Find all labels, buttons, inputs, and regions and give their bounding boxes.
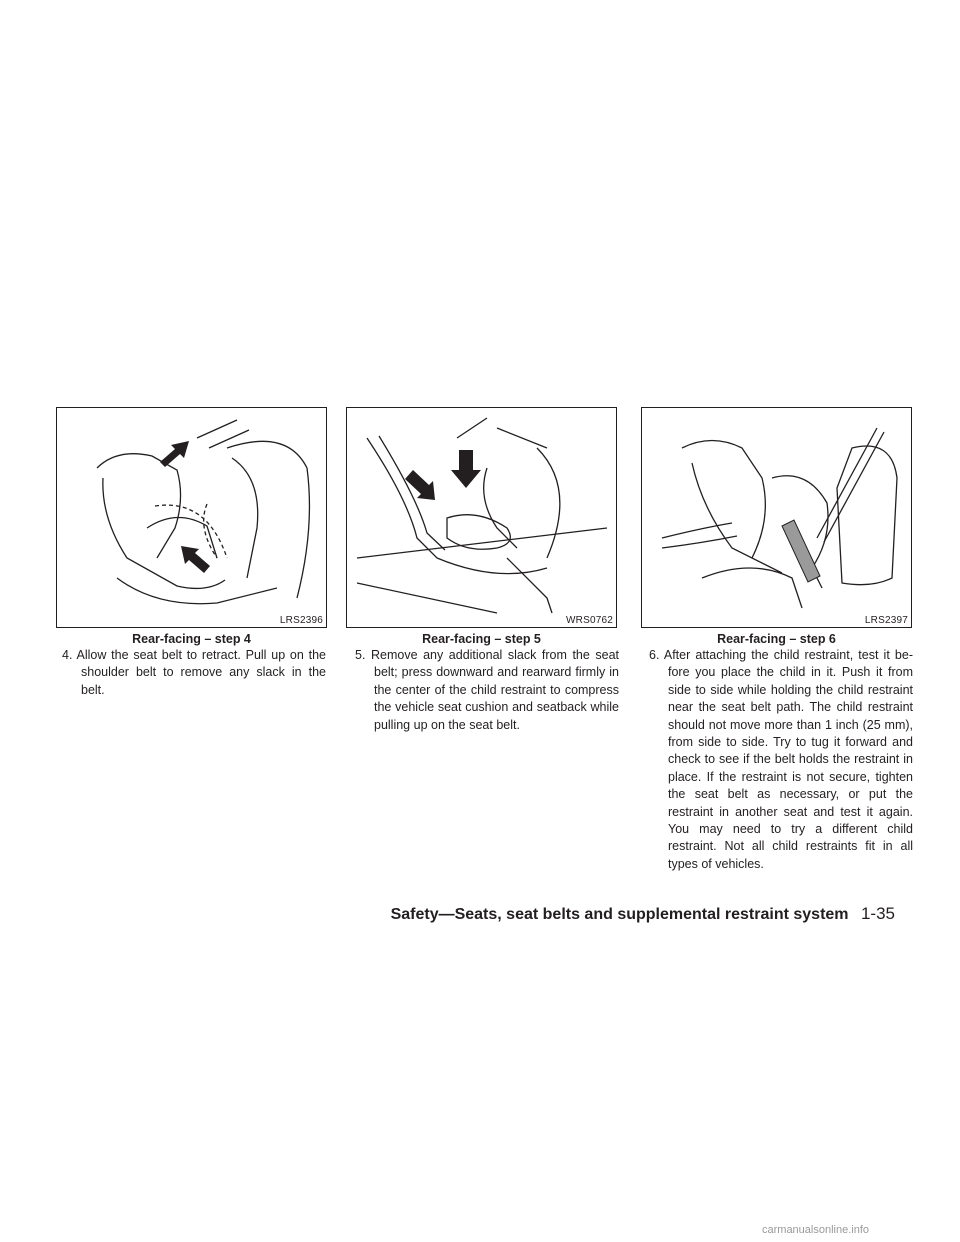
child-seat-illustration-step-5 — [347, 408, 617, 628]
page-footer — [391, 904, 895, 924]
child-seat-illustration-step-6 — [642, 408, 912, 628]
figure-code: LRS2396 — [279, 615, 323, 626]
figure-caption: Rear-facing – step 6 — [717, 632, 836, 646]
figure-step-6 — [641, 407, 912, 628]
figure-step-4 — [56, 407, 327, 628]
figure-step-5 — [346, 407, 617, 628]
step-4-text — [62, 647, 326, 699]
step-5-paragraph: 5. Remove any additional slack from the seat belt; press downward and rearward firmly in the center of the child restraint to compress the vehicle seat cushion and seatback while pulling up on the seat belt. — [355, 648, 619, 732]
figure-code: WRS0762 — [566, 615, 613, 626]
step-6-text — [649, 647, 913, 873]
figure-caption: Rear-facing – step 4 — [132, 632, 251, 646]
section-title: Safety—Seats, seat belts and supplemental restraint system — [390, 906, 849, 923]
figure-code: LRS2397 — [864, 615, 908, 626]
watermark: carmanualsonline.info — [762, 1224, 870, 1236]
step-5-text — [355, 647, 619, 734]
step-4-paragraph: 4. Allow the seat belt to retract. Pull up on the shoulder belt to remove any slack in the belt. — [62, 648, 326, 697]
step-6-paragraph: 6. After attaching the child restraint, test it be-fore you place the child in it. Push it from side to side while holding the child restraint near the seat belt path. The child restraint should not move more than 1 inch (25 mm), from side to side. Try to tug it forward and check to see if the belt holds the restraint in place. If the restraint is not secure, tighten the seat belt as necessary, or put the restraint in another seat and test it again. You may need to try a different child restraint. Not all child restraints fit in all types of vehicles. — [649, 648, 913, 871]
figure-caption: Rear-facing – step 5 — [422, 632, 541, 646]
child-seat-illustration-step-4 — [57, 408, 327, 628]
page-number: 1-35 — [860, 904, 895, 923]
